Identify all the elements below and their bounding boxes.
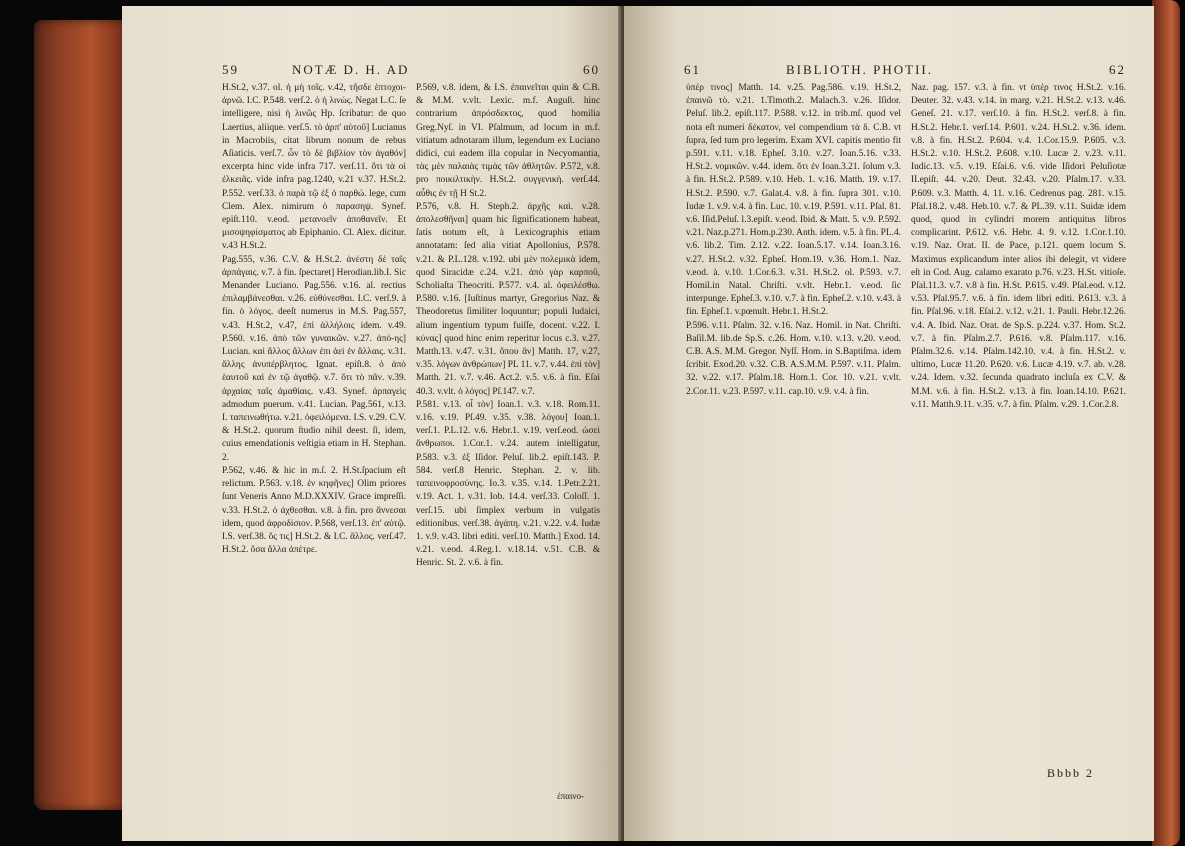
right-column-61 <box>686 82 901 805</box>
page-number-61: 61 <box>684 62 701 77</box>
signature-mark: Bbbb 2 <box>1046 766 1094 780</box>
text-block: ὑπέρ τινος] Matth. 14. v.25. Pag.586. v.19. H.St.2, ἐπαινῶ τὸ. v.21. 1.Timoth.2. Malach.3. v.26. Iſidor. Peluſ. lib.2. epiſt.117. P.588. v.12. in trib.mſ. quod vel nota eſt numeri δέκατον, vel compendium τὰ δ. C.B. vt ſupra, ſed tum pro legerim. Exam XVI. capitis mentio fit p.591. v.11. v.18. Epheſ. 3.10. v.27. Ioan.5.16. v.33. H.St.2. νομικῶν. v.44. idem. ὅτι ἐν Ioan.3.21. ſolum v.3. à fin. H.St.2. P.589. v.10. Heb. 1. v.16. Matth. 19. v.17. H.St.2. P.590. v.7. Galat.4. v.8. à fin. ſupra 301. v.10. Iudæ 1. v.9. v.4. à fin. Luc. 10. v.19. P.591. v.11. Pſal. 81. v.6. Iſid.Peluſ. l.3.epiſt. v.eod. Ibid. & Matt. 5. v.9. P.592. v.21. Naz.p.271. Hom.p.230. Anth. idem. v.5. à fin. PL.4. v.6. lib.2. Tim. 2.12. v.22. Ioan.5.17. v.14. Ioan.3.16. v.27. H.St.2. v.32. Epheſ. Hom.19. v.36. Hom.1. Naz. v.eod. à. v.10. 1.Cor.6.3. v.31. H.St.2. ol. P.593. v.7. Homil.in Natal. Chriſti. v.vlt. Hebr.1. v.eod. ſic interpunge. Epheſ.3. v.10. v.7. à fin. Epheſ.2. v.10. v.43. à fin. Epheſ.1. v.pœnult. Hebr.1. H.St.2. <box>686 83 901 318</box>
catchword: ἐπαινο- <box>556 791 584 801</box>
text-block: P.576, v.8. H. Steph.2. ἀρχῆς καὶ. v.28. ἀπολεσθῆναι] quam hic ſignificationem habeat, ſatis notum eſt, à Lexicographis etiam annotatam: ſed alia vitiat Apollonius, P.578. v.21. & P.L.128. v.192. ubi μὲν πολεμικὰ idem, quod Siracidæ c.24. v.21. ἀπὸ γὰρ καρποῦ, Scholiaſta Theocriti. P.577. v.4. al. ὀφειλέσθω. P.580. v.16. [Iuſtinus martyr, Gregorius Naz. & Theodoretus ſimiliter loquuntur; populi Iudaici, alium ingentium typum fuiſſe, docent. v.22. I. κύνας] quod hinc enim reperitur locus c.3. v.27. Matth.13. v.47. v.31. ὅπου ἂν] Matth. 17, v.27, v.35. λόγων ἀνθρώπων] PL 11. v.7. v.44. ἐπὶ τὸν] Matth. 21. v.7. v.46. Act.2. v.5. v.6. à fin. Eſaì 40.3. v.vlt. ὁ λόγος] Pſ.147. v.7. <box>416 201 600 397</box>
text-block: P.596. v.11. Pſalm. 32. v.16. Naz. Homil. in Nat. Chriſti. Baſil.M. lib.de Sp.S. c.26. Hom. v.10. v.13. v.20. v.eod. C.B. A.S. M.M. Gregor. Nyſſ. Hom. in S.Baptiſma. idem ſcribit. Exod.20. v.32. C.B. A.S.M.M. P.597. v.11. Pſalm. 32. v.22. v.17. Pſalm.18. Hom.1. Cor. 10. v.21. v.vlt. 2.Cor.11. v.23. P.597. v.11. cap.10. v.9. v.4. à fin. <box>686 320 901 397</box>
right-page <box>624 6 1154 841</box>
text-block: Naz. pag. 157. v.3. à fin. vt ὑπέρ τινος H.St.2. v.16. Deuter. 32. v.43. v.14. in marg. v.21. H.St.2. v.13. v.46. Geneſ. 21. v.17. verſ.10. à fin. H.St.2. verſ.8. à fin. H.St.2. Hebr.1. verſ.14. P.601. v.24. H.St.2. v.36. idem. v.8. à fin. H.St.2. P.604. v.4. 1.Cor.15.9. P.605. v.3. H.St.2. v.10. H.St.2. P.608. v.10. Lucæ 2. v.23. v.11. Iudic.13. v.5. v.19. Eſai.6. v.6. vide Iſidori Peluſiotæ II.epiſt. 44. v.20. Deut. 32.43. v.20. Pſalm.17. v.33. P.609. v.3. Matth. 4. 11. v.16. Cedrenus pag. 281. v.15. Pſal.18.2. v.48. Heb.10. v.7. & PL.39. v.11. Suidæ idem quod, quod in cylindri morem antiquitus libros complicarint. P.612. v.6. Hebr. 4. 9. v.12. 1.Cor.1.10. v.19. Naz. Orat. II. de Pace, p.121. quem locum S. Maximus explicandum inter alios ibi delegit, vt videre eſt in Cod. Aug. calamo exarato p.76. v.23. H.St. vitioſe. Pſal.11.3. v.7. v.8 à fin. H.St. P.615. v.49. Pſal.eod. v.12. v.53. Pſal.95.7. v.6. à fin. idem libri editi. P.613. v.3. à fin. Pſal.96. v.18. Eſai.2. v.12. v.21. 1. Pauli. Hebr.12.26. v.4. A. Ibid. Naz. Orat. de Sp.S. p.224. v.37. Hom. St.2. v.7. à fin. Pſalm.2.7. P.616. v.8. Pſalm.117. v.16. Pſalm.32.6. v.14. Pſalm.142.10. v.4. à fin. H.St.2. v. ultimo, Lucæ 11.20. P.620. v.6. Lucæ 4.19. v.7. ab. v.28. v.24. Idem. v.32. ſecunda quadrato incluſa ex C.V. & M.M. v.6. à fin. H.St.2. v.13. à fin. Ioan.14.10. P.621. v.11. Matth.9.11. v.35. v.7. à fin. Pſalm. v.29. 1.Cor.2.8. <box>911 83 1126 410</box>
open-book <box>34 0 1180 846</box>
left-page <box>122 6 622 841</box>
left-running-head <box>122 62 622 78</box>
left-page-edges <box>34 20 129 810</box>
text-block: Pag.555, v.36. C.V. & H.St.2. ἀνέστη δὲ ταῖς ἀρπάγαις. v.7. à fin. ſpectaret] Herodian.lib.I. Sic Menander Luciano. Pag.556. v.16. al. rectius ἐπιλαμβάνεσθαι. v.26. εὐθύνεσθαι. I.C. verſ.9. à fin. ὁ λόγος. deeſt numerus in M.S. Pag.557, v.43. H.St.2, v.47, ἐπὶ ἀλλήλοις idem. v.49. P.560. v.16. ἀπὸ τῶν γυναικῶν. v.27. ἀπό-ης] Lucian. καὶ ἄλλος ἄλλων ἐπι ἀεὶ ἐν ἄλλαις. v.31. ἄλλης ἀνυπέρβλητος. Ignat. epiſt.8. ὁ ἀπὸ ἑαυτοῦ καὶ ἐν τῷ ἀγαθῷ. v.7. ὅτι τὸ πᾶν. v.39. ἀρχαίας ταῖς ἀμαθίαις. v.43. Synef. ἀρπαγεὶς admodum puerum. v.41. Lucian. Pag.561, v.13. I. ταπεινωθήτω. v.21. ὀφειλόμενα. I.S. v.29. C.V. & H.St.2. quorum ſtudio nihil deest. ſi, idem, cuius emendationis veſtigia etiam in H. Stephan. 2. <box>222 254 406 463</box>
left-column-60 <box>416 82 600 805</box>
left-column-59 <box>222 82 406 805</box>
left-page-columns <box>222 82 600 805</box>
page-number-62: 62 <box>1109 62 1126 77</box>
text-block: P.562, v.46. & hic in m.ſ. 2. H.St.ſpacium eſt relictum. P.563. v.18. ἐν κηφῆνες] Olim priores ſunt Veneris Anno M.D.XXXIV. Grace impreſſi. v.33. H.St.2. ὁ ἀχθεσθαι. v.8. à fin. pro ἄννεσαι idem, quod ἀφροδίσιον. P.568, verſ.13. ἐπ' αὐτῷ. I.S. verſ.38. ὅς τις] H.St.2. & I.C. ἄλλος. verſ.47. H.St.2. ὅσα ἄλλα ἀπέτρε. <box>222 465 406 556</box>
page-number-60: 60 <box>583 62 600 77</box>
right-running-head <box>624 62 1154 78</box>
right-column-62 <box>911 82 1126 805</box>
text-block: P.569, v.8. idem, & I.S. ἐπαινεῖται quin & C.B. & M.M. v.vlt. Lexic. m.f. Auguſt. hinc contrarium ἀπρόσδεκτος, quod homilia Greg.Nyſ. in VI. Pſalmum, ad locum in m.f. vitiatum adnotaram illum, legendum ex Luciano didici, cui eadem illa copular in Necyomantia, τὰς μὲν παλαιὰς τιμὰς τῶν ἀθλητῶν. P.572, v.8. pro ποικιλτικὴν. H.St.2. συγγενικὴ. verſ.44. αὖθις ἐν τῇ H St.2. <box>416 83 600 199</box>
right-page-title: BIBLIOTH. PHOTII. <box>786 62 934 77</box>
page-number-59: 59 <box>222 62 239 77</box>
left-page-title: NOTÆ D. H. AD <box>292 62 410 77</box>
text-block: H.St.2, v.37. ol. ἠ μὴ τοῖς. v.42, τῆσδε ἑπτοχοι-ἀρνῶ. I.C. P.548. verſ.2. ὁ ἡ λινώς. Negat L.C. ſe intelligere, nisi ἡ λινῶς Hp. ſcribatur: de quo Laertius, aliique. verſ.5. τὸ ἀρπ' αὐτοῦ] Lucianus in Macrobiis, citat librum nonum de rebus Aſiaticis. verſ.7. ὦν τὸ δὲ βιβλίον τὸν ἀγαθόν] excerpta hinc vide infra 717. verſ.11. ὅτι τὰ οἱ ἐλκειᾶς. vide infra pag.1240, v.21 v.37. H.St.2. P.552. verſ.33. ὁ παρὰ τῷ ἑξ ὁ παρθώ. lege, cum Clem. Alex. nimirum ὁ παρασηψ. Synef. epiſt.110. v.eod. μετανοεῖν ἀποθανεῖν. Et μισοψηφίσματος ab Epiphanio. Cl. Alex. dicitur. v.43 H.St.2. <box>222 83 406 252</box>
right-page-edges <box>1152 0 1180 846</box>
right-page-columns <box>686 82 1126 805</box>
text-block: P.581. v.13. οἷ τὸν] Ioan.1. v.3. v.18. Rom.11. v.16. v.19. Pſ.49. v.35. v.38. λόγου] Ioan.1. verſ.1. P.L.12. v.6. Hebr.1. v.19. verſ.eod. ὡσεὶ ἄνθρωποι. 1.Cor.1. v.24. autem intelligatur, P.583. v.3. ἐξ Iſidor. Peluſ. lib.2. epiſt.143. P. 584. verſ.8 Henric. Stephan. 2. v. lib. ταπεινοφροσύνης. Io.3. v.35. v.14. 1.Petr.2.21. v.19. Act. 1. v.31. Iob. 14.4. verſ.33. Coloſſ. 1. verſ.15. ubi ſimplex verbum in vulgatis editionibus. verſ.38. ἀγάπη. v.21. v.22. v.4. Iudæ 1. v.9. v.43. libri editi. verſ.10. Matth.] Exod. 14. v.21. v.eod. 4.Reg.1. v.18.14. v.51. C.B. & Henric. St. 2. v.6. à fin. <box>416 399 600 569</box>
